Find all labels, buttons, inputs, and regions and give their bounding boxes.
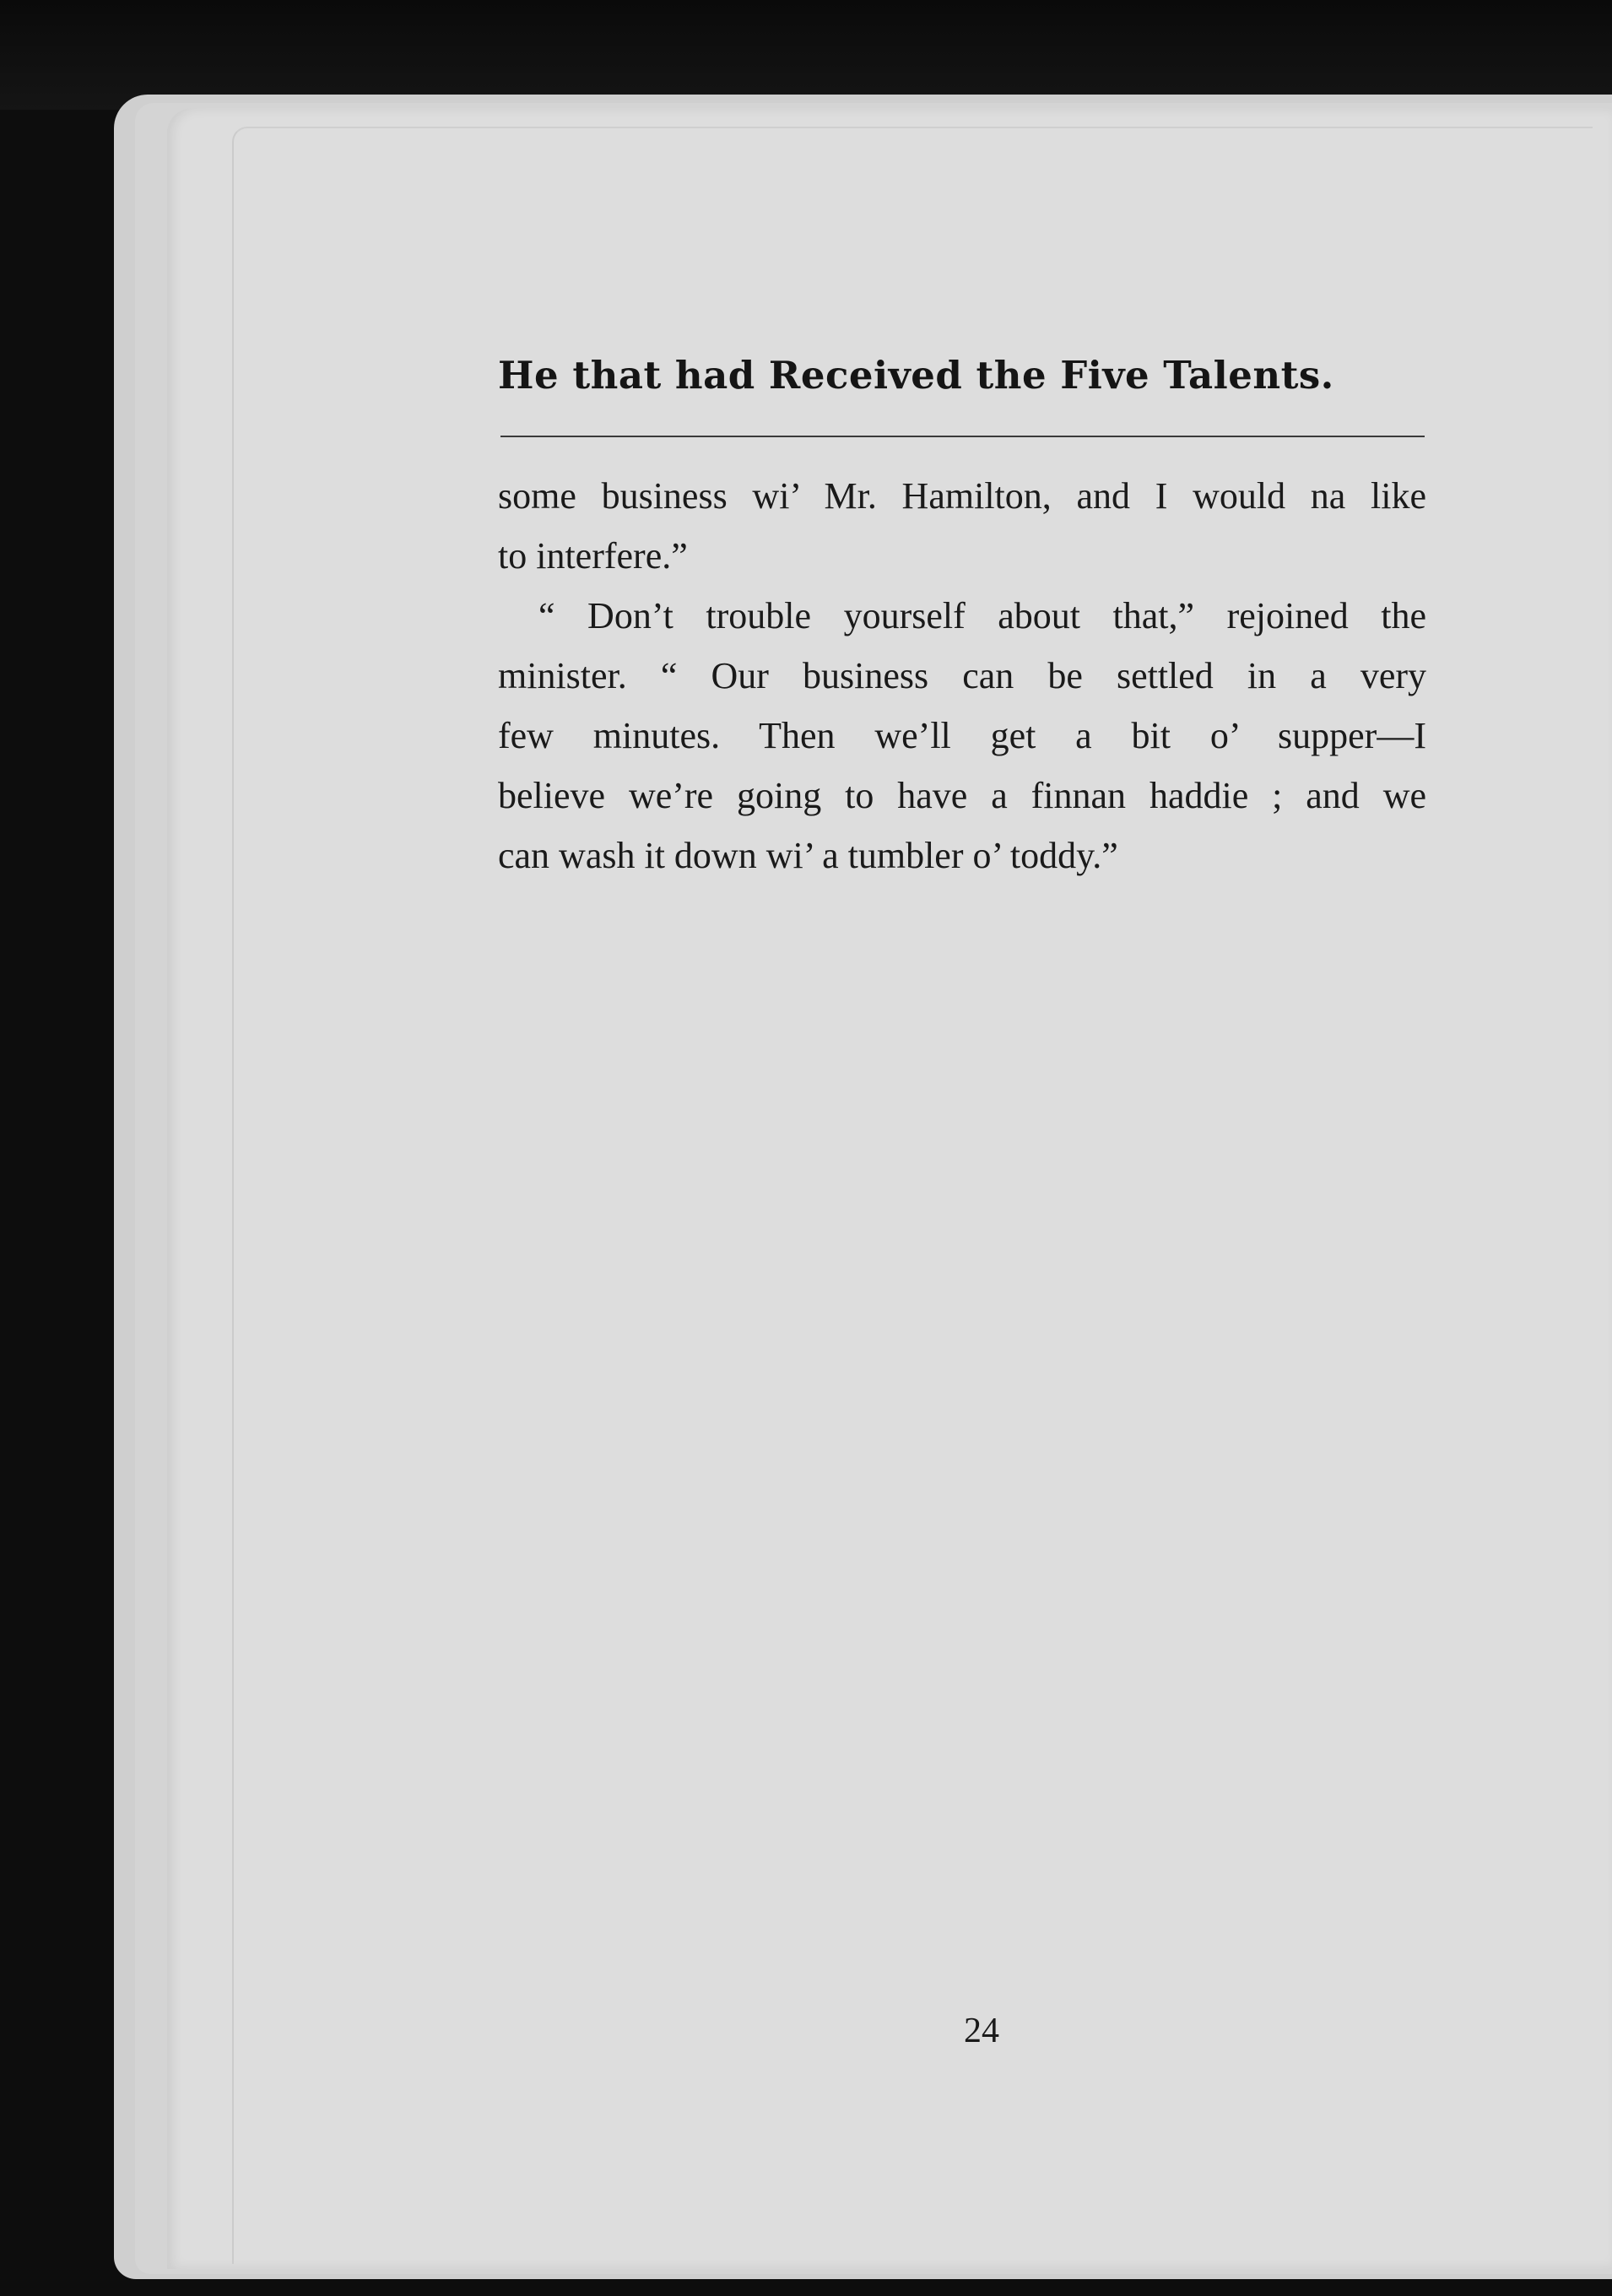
page-inner-margin — [232, 127, 1593, 2264]
text-line: believe we’re going to have a finnan haddie ; and we — [498, 775, 1426, 816]
body-text — [498, 466, 1426, 885]
text-line: few minutes. Then we’ll get a bit o’ supper—I — [498, 715, 1426, 756]
text-line: “ Don’t trouble yourself about that,” rejoined the — [538, 595, 1426, 636]
text-line: can wash it down wi’ a tumbler o’ toddy.” — [498, 835, 1118, 876]
text-line: some business wi’ Mr. Hamilton, and I would na like — [498, 475, 1426, 517]
running-head: He that had Received the Five Talents. — [498, 353, 1334, 398]
scan-background — [0, 0, 1612, 110]
text-line: to interfere.” — [498, 535, 688, 577]
header-rule — [500, 436, 1425, 437]
text-line: minister. “ Our business can be settled in a very — [498, 655, 1426, 696]
page-number: 24 — [964, 2012, 999, 2050]
